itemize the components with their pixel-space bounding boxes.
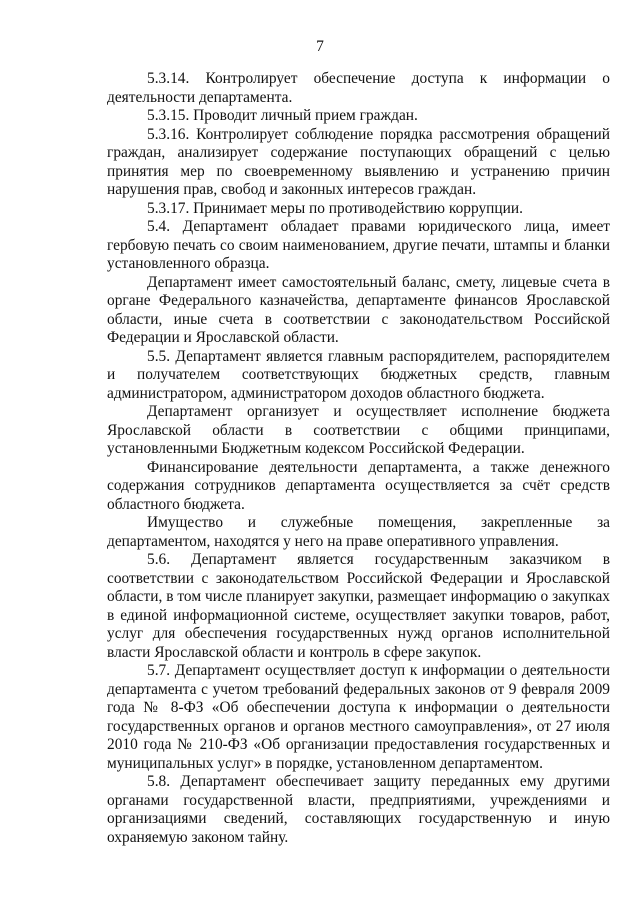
paragraph-5-7: 5.7. Департамент осуществляет доступ к информации о деятельности департамента с учетом требований федеральных законов от 9 февраля 2009 года № 8-ФЗ «Об обеспечении доступа к информации о деятельности государственных органов и органов местного самоуправления», от 27 июля 2010 года № 210-ФЗ «Об организации предоставления государственных и муниципальных услуг» в порядке, установленном департаментом. — [107, 662, 610, 772]
paragraph-5-3-17: 5.3.17. Принимает меры по противодействию коррупции. — [147, 199, 523, 217]
paragraph-5-3-16: 5.3.16. Контролирует соблюдение порядка рассмотрения обращений граждан, анализирует содержание поступающих обращений с целью принятия мер по своевременному выявлению и устранению причин нарушения прав, свобод и законных интересов граждан. — [107, 125, 610, 198]
paragraph-5-3-15: 5.3.15. Проводит личный прием граждан. — [147, 107, 418, 124]
paragraph-property: Имущество и служебные помещения, закрепленные за департаментом, находятся у него на праве оперативного управления. — [107, 514, 610, 550]
paragraph-5-6: 5.6. Департамент является государственным заказчиком в соответствии с законодательством Российской Федерации и Ярославской области, в том числе планирует закупки, размещает информацию о закупках в единой информационной системе, осуществляет закупки товаров, работ, услуг для обеспечения государственных нужд органов исполнительной власти Ярославской области и контроль в сфере закупок. — [107, 551, 610, 661]
paragraph-financing: Финансирование деятельности департамента, а также денежного содержания сотрудников департамента осуществляется за счёт средств областного бюджета. — [107, 458, 610, 513]
paragraph-5-8: 5.8. Департамент обеспечивает защиту переданных ему другими органами государственной власти, предприятиями, учреждениями и организациями сведений, составляющих государственную и иную охраняемую законом тайну. — [107, 773, 610, 846]
paragraph-budget-execution: Департамент организует и осуществляет исполнение бюджета Ярославской области в соответствии с общими принципами, установленными Бюджетным кодексом Российской Федерации. — [107, 403, 610, 457]
page-number: 7 — [316, 38, 324, 55]
document-body — [107, 70, 610, 847]
paragraph-5-4: 5.4. Департамент обладает правами юридического лица, имеет гербовую печать со своим наименованием, другие печати, штампы и бланки установленного образца. — [107, 218, 610, 272]
paragraph-balance: Департамент имеет самостоятельный баланс, смету, лицевые счета в органе Федерального казначейства, департаменте финансов Ярославской области, иные счета в соответствии с законодательством Российской Федерации и Ярославской области. — [107, 273, 610, 346]
paragraph-5-3-14: 5.3.14. Контролирует обеспечение доступа к информации о деятельности департамента. — [107, 70, 610, 106]
paragraph-5-5: 5.5. Департамент является главным распорядителем, распорядителем и получателем соответствующих бюджетных средств, главным администратором, администратором доходов областного бюджета. — [107, 347, 610, 402]
